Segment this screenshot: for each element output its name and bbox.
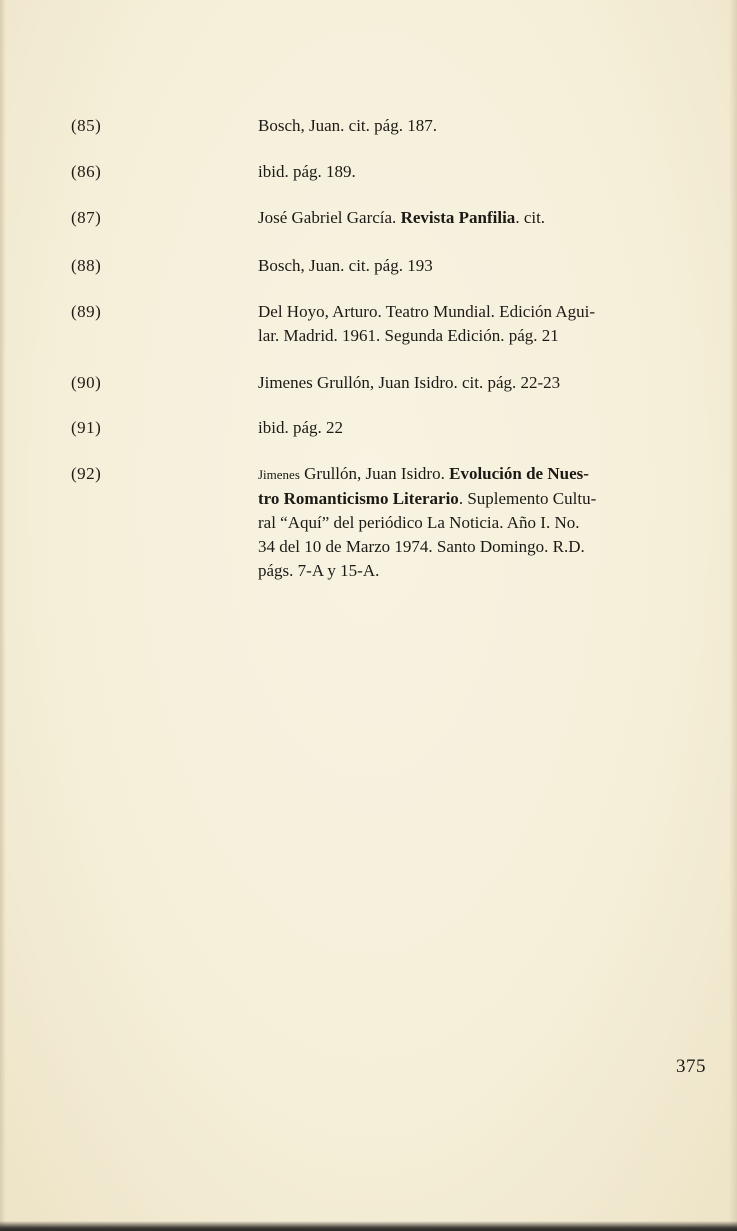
note-92-line-2 [258,487,683,511]
note-number-89: (89) [71,302,102,321]
note-number-88: (88) [71,256,102,275]
note-87-author: José Gabriel García. [258,208,401,227]
note-92-line-3: ral “Aquí” del periódico La Noticia. Año I. No. [258,513,580,532]
note-92-author: Grullón, Juan Isidro. [299,464,450,483]
page-right-shadow [729,0,737,1231]
page-bottom-edge [0,1221,737,1231]
note-number-86: (86) [71,162,102,181]
note-number-85: (85) [71,116,102,135]
note-92-supplement: . Suplemento Cultu- [458,489,597,508]
note-number-87: (87) [71,208,102,227]
note-89-line-1: Del Hoyo, Arturo. Teatro Mundial. Edición Agui- [258,302,596,321]
note-text-90: Jimenes Grullón, Juan Isidro. cit. pág. 22-23 [258,373,561,392]
note-text-91: ibid. pág. 22 [258,418,343,437]
page-number: 375 [676,1056,706,1077]
note-text-85: Bosch, Juan. cit. pág. 187. [258,116,437,135]
note-text-87 [258,206,683,230]
note-92-title-b: tro Romanticismo Literario [258,489,459,508]
note-92-line-5: págs. 7-A y 15-A. [258,561,380,580]
note-text-88: Bosch, Juan. cit. pág. 193 [258,256,433,275]
note-number-90: (90) [71,373,102,392]
note-text-92 [258,462,683,583]
note-text-89 [258,300,683,348]
note-92-line-4: 34 del 10 de Marzo 1974. Santo Domingo. R.D. [258,537,585,556]
note-number-92: (92) [71,464,102,483]
page-left-shadow [0,0,6,1231]
note-89-line-2: lar. Madrid. 1961. Segunda Edición. pág. 21 [258,326,559,345]
note-92-title-a: Evolución de Nues- [449,464,589,483]
note-number-91: (91) [71,418,102,437]
note-text-86: ibid. pág. 189. [258,162,356,181]
note-92-surname: Jimenes [258,467,300,482]
note-87-cit: . cit. [515,208,546,227]
note-92-line-1 [258,462,683,487]
note-87-journal: Revista Panfilia [400,208,516,227]
